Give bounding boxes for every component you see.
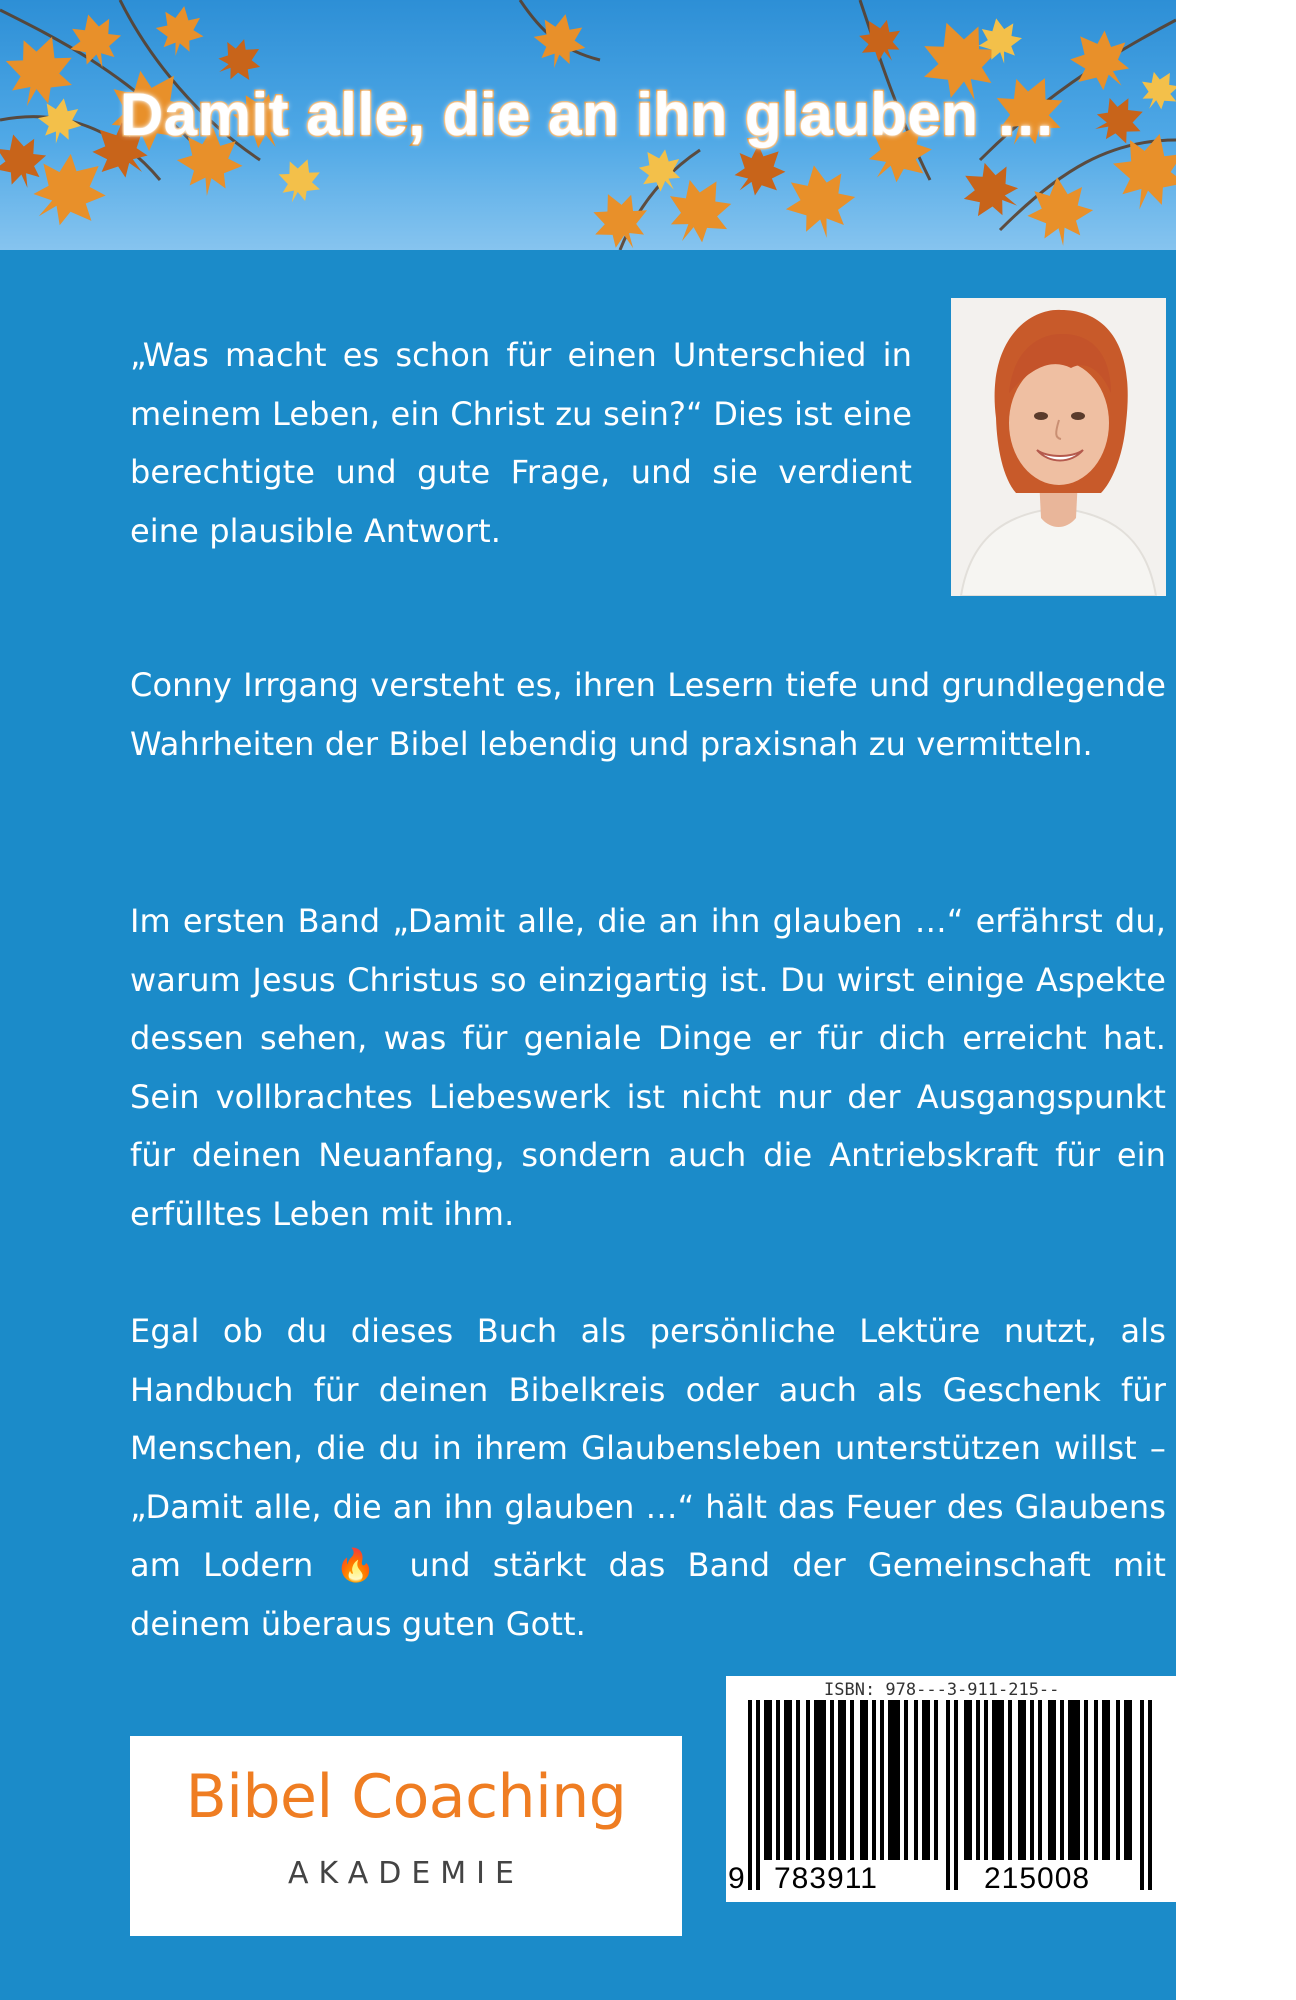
logo-sub-text: AKADEMIE [288, 1856, 524, 1891]
isbn-barcode [726, 1676, 1176, 1902]
logo-main-text: Bibel Coaching [185, 1762, 627, 1832]
author-portrait-illustration [951, 298, 1166, 596]
isbn-digits-left: 783911 [774, 1862, 878, 1895]
author-photo [951, 298, 1166, 596]
autumn-leaves-banner [0, 0, 1176, 250]
fire-emoji-icon: 🔥 [335, 1546, 388, 1584]
intro-paragraph: „Was macht es schon für einen Unterschied in meinem Leben, ein Christ zu sein?“ Dies ist eine berechtigte und gute Frage, und sie verdient eine plausible Antwort. [130, 336, 912, 550]
closing-text-start: Egal ob du dieses Buch als persönliche Lektüre nutzt, als Handbuch für deinen Bibelkreis oder auch als Geschenk für Menschen, die du in ihrem Glaubensleben unterstützen willst – „Damit alle, die an ihn glauben …“ hält das Feuer des Glaubens am Lodern [130, 1312, 1166, 1584]
right-margin [1176, 0, 1296, 2000]
closing-paragraph [130, 1302, 1166, 1653]
content-paragraph: Im ersten Band „Damit alle, die an ihn glauben …“ erfährst du, warum Jesus Christus so einzigartig ist. Du wirst einige Aspekte dessen sehen, was für geniale Dinge er für dich erreicht hat. Sein vollbrachtes Liebeswerk ist nicht nur der Ausgangspunkt für deinen Neuanfang, sondern auch die Antriebskraft für ein erfülltes Leben mit ihm. [130, 902, 1166, 1233]
isbn-digits-right: 215008 [984, 1862, 1091, 1895]
author-paragraph: Conny Irrgang versteht es, ihren Lesern tiefe und grundlegende Wahrheiten der Bibel lebendig und praxisnah zu vermitteln. [130, 666, 1166, 763]
book-title: Damit alle, die an ihn glauben … [119, 81, 1057, 148]
isbn-label: ISBN: 978---3-911-215-- [824, 1680, 1060, 1700]
closing-text-end: und stärkt das Band der Gemeinschaft mit deinem überaus guten Gott. [130, 1546, 1166, 1643]
publisher-logo [130, 1736, 682, 1936]
isbn-digit-first: 9 [728, 1862, 746, 1895]
